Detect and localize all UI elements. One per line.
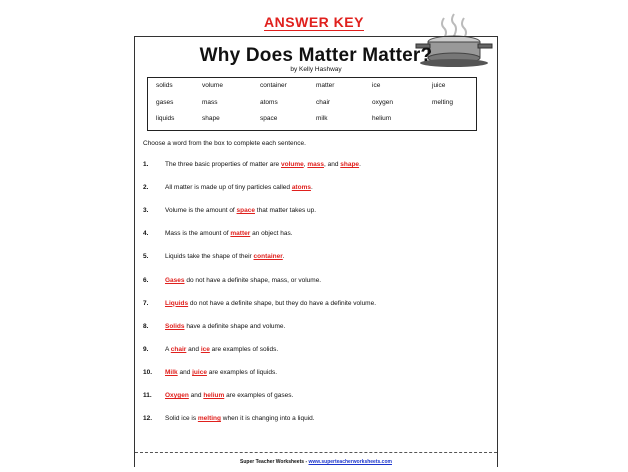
- footer-divider: [135, 452, 497, 453]
- answer-word: atoms: [291, 184, 311, 192]
- question-number: 7.: [143, 299, 149, 307]
- word-bank-item: matter: [316, 82, 335, 89]
- question-text: [165, 323, 285, 330]
- question-text: [165, 415, 315, 422]
- question-text-segment: an object has.: [250, 230, 293, 238]
- word-bank-item: mass: [202, 99, 218, 106]
- question-number: 1.: [143, 161, 149, 168]
- word-bank-item: shape: [202, 115, 220, 122]
- question-text: [165, 230, 293, 237]
- question-text-segment: when it is changing into a liquid.: [221, 415, 315, 423]
- word-bank-item: milk: [316, 115, 328, 122]
- question-text: [165, 392, 293, 399]
- worksheet-byline: by Kelly Hashway: [290, 66, 342, 73]
- word-bank-item: gases: [156, 99, 174, 106]
- question-text: [165, 300, 376, 307]
- answer-word: space: [236, 207, 255, 215]
- question-text: [165, 161, 361, 168]
- question-number: 6.: [143, 276, 149, 284]
- word-bank-item: juice: [432, 82, 446, 89]
- word-bank-item: container: [260, 82, 287, 89]
- question-text-segment: , and: [324, 161, 341, 168]
- question-text-segment: All matter is made up of tiny particles called: [165, 184, 292, 192]
- answer-word: helium: [203, 392, 225, 399]
- word-bank-item: chair: [316, 99, 331, 106]
- word-bank-item: ice: [372, 82, 381, 89]
- question-number: 11.: [143, 392, 152, 399]
- question-text-segment: .: [359, 161, 361, 168]
- instructions: Choose a word from the box to complete each sentence.: [143, 140, 306, 147]
- question-text-segment: do not have a definite shape, but they do have a definite volume.: [188, 299, 377, 307]
- answer-word: ice: [200, 345, 210, 353]
- question-text-segment: are examples of gases.: [224, 392, 294, 399]
- question-text-segment: and: [188, 392, 204, 399]
- question-text-segment: The three basic properties of matter are: [165, 161, 281, 168]
- question-text-segment: do not have a definite shape, mass, or volume.: [184, 276, 322, 284]
- question-text: [165, 277, 321, 284]
- question-number: 10.: [143, 368, 153, 376]
- question-number: 2.: [143, 184, 149, 192]
- question-text-segment: A: [165, 345, 171, 353]
- answer-word: volume: [280, 161, 304, 168]
- word-bank-item: volume: [202, 82, 223, 89]
- answer-word: Solids: [165, 322, 185, 330]
- question-text-segment: that matter takes up.: [254, 207, 317, 215]
- question-number: 4.: [143, 230, 149, 238]
- question-text: [165, 253, 285, 260]
- answer-key-text: ANSWER KEY: [264, 14, 364, 30]
- footer-separator: -: [305, 459, 308, 465]
- worksheet-title: Why Does Matter Matter?: [199, 45, 433, 66]
- answer-word: matter: [230, 230, 251, 238]
- answer-key-heading: [0, 14, 628, 30]
- footer: [135, 459, 497, 465]
- answer-word: juice: [192, 368, 207, 376]
- question-text-segment: ,: [303, 161, 308, 168]
- answer-word: chair: [170, 345, 187, 353]
- question-text: [165, 207, 316, 214]
- word-bank-item: helium: [372, 115, 392, 122]
- word-bank-item: liquids: [156, 115, 175, 122]
- question-text-segment: .: [310, 184, 313, 192]
- question-text: [165, 184, 313, 191]
- answer-word: melting: [197, 415, 221, 423]
- question-number: 9.: [143, 345, 149, 353]
- word-bank-item: solids: [156, 82, 173, 89]
- question-number: 3.: [143, 207, 149, 215]
- word-bank: [147, 77, 477, 131]
- answer-word: shape: [340, 161, 360, 168]
- worksheet: [134, 36, 498, 467]
- question-number: 12.: [143, 415, 153, 423]
- question-text: [165, 346, 278, 353]
- question-text-segment: are examples of liquids.: [206, 368, 278, 376]
- question-text-segment: and: [177, 368, 193, 376]
- question-text-segment: Mass is the amount of: [165, 230, 231, 238]
- answer-word: Liquids: [165, 299, 189, 307]
- question-text-segment: and: [186, 345, 201, 353]
- word-bank-item: atoms: [260, 99, 278, 106]
- question-text-segment: .: [282, 253, 285, 261]
- question-text-segment: have a definite shape and volume.: [184, 322, 286, 330]
- question-text-segment: are examples of solids.: [209, 345, 279, 353]
- answer-word: Oxygen: [165, 392, 189, 399]
- answer-word: Milk: [165, 368, 178, 376]
- question-number: 5.: [143, 253, 149, 261]
- word-bank-item: space: [260, 115, 278, 122]
- answer-word: Gases: [165, 276, 185, 284]
- footer-url[interactable]: www.superteacherworksheets.com: [308, 459, 392, 465]
- question-text-segment: Liquids take the shape of their: [165, 253, 254, 261]
- question-text-segment: Volume is the amount of: [165, 207, 237, 215]
- question-text-segment: Solid ice is: [165, 415, 198, 423]
- footer-brand: Super Teacher Worksheets: [240, 459, 305, 465]
- question-number: 8.: [143, 322, 149, 330]
- answer-word: mass: [307, 161, 324, 168]
- answer-word: container: [253, 253, 283, 261]
- word-bank-item: oxygen: [372, 99, 393, 106]
- word-bank-item: melting: [432, 99, 453, 106]
- question-text: [165, 369, 277, 376]
